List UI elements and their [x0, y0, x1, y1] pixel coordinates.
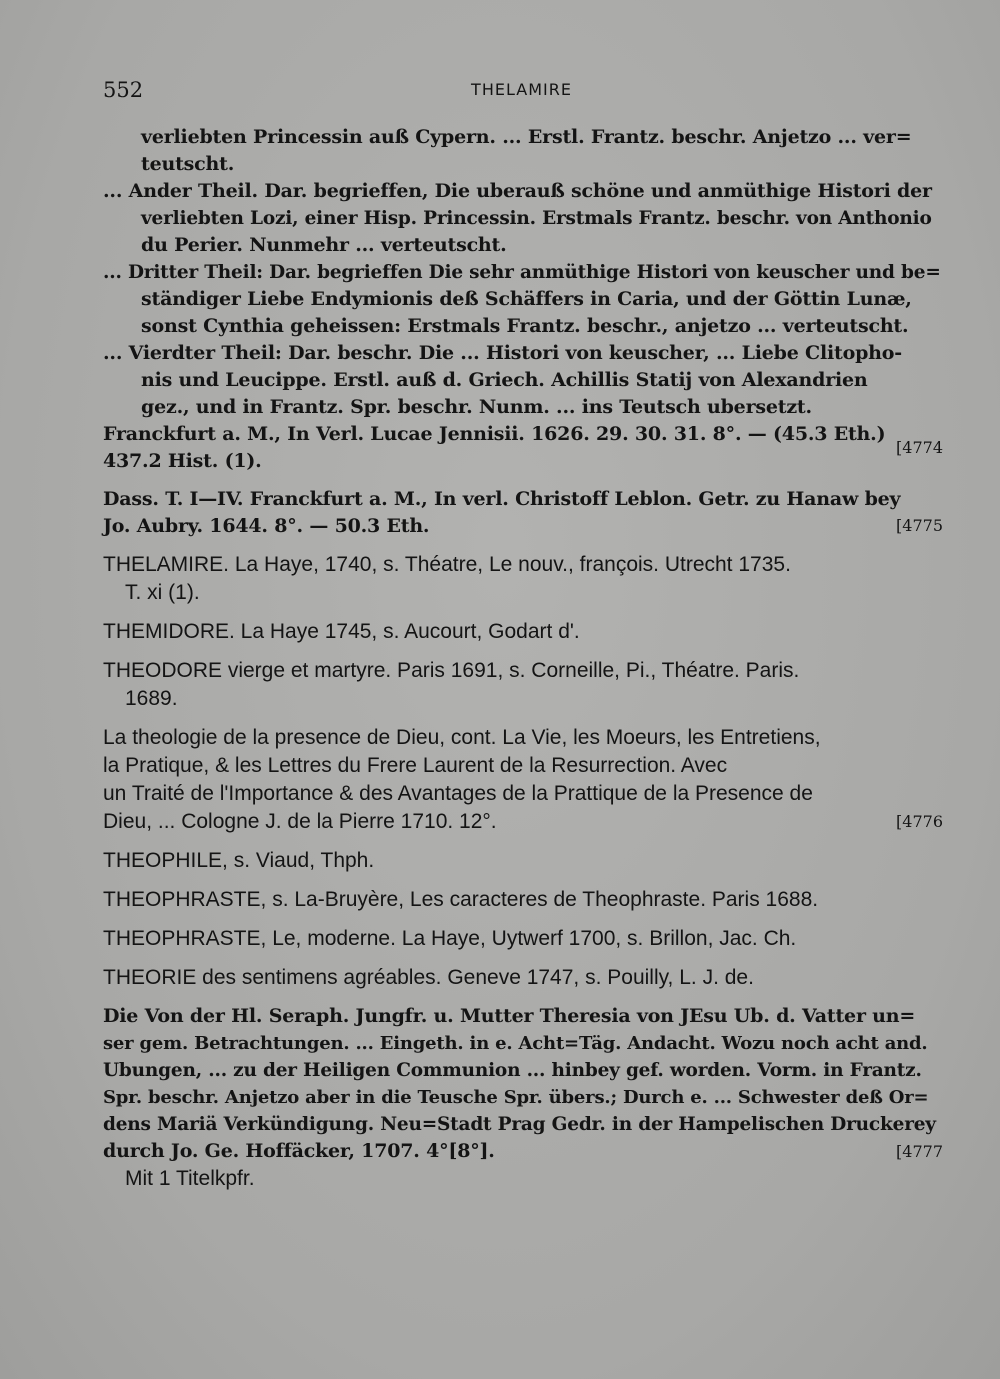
entry-line: ... Dritter Theil: Dar. begrieffen Die sehr anmüthige Histori von keuscher und be= [103, 262, 941, 283]
entry-line: THEODORE vierge et martyre. Paris 1691, s. Corneille, Pi., Théatre. Paris. [103, 659, 800, 682]
entry-line: Dieu, ... Cologne J. de la Pierre 1710. 12°. [103, 810, 497, 833]
entry-line: ... Ander Theil. Dar. begrieffen, Die uberauß schöne und anmüthige Histori der [103, 180, 932, 202]
entry-number: [4777 [896, 1142, 943, 1161]
entry-number: [4774 [896, 438, 943, 457]
entry-line: Die Von der Hl. Seraph. Jungfr. u. Mutter Theresia von JEsu Ub. d. Vatter un= [103, 1005, 916, 1027]
catalogue-entry-themidore [103, 618, 943, 646]
entry-line: THEOPHILE, s. Viaud, Thph. [103, 849, 375, 872]
catalogue-entry-4774 [103, 124, 943, 475]
entry-line: 1689. [125, 687, 178, 710]
entry-line: un Traité de l'Importance & des Avantages de la Prattique de la Presence de [103, 782, 813, 805]
entry-line: THELAMIRE. La Haye, 1740, s. Théatre, Le nouv., françois. Utrecht 1735. [103, 553, 791, 576]
entry-number: [4775 [896, 516, 943, 535]
entry-line: 437.2 Hist. (1). [103, 450, 262, 472]
entry-line: ser gem. Betrachtungen. ... Eingeth. in e. Acht=Täg. Andacht. Wozu noch acht and. [103, 1033, 928, 1054]
entry-line: ständiger Liebe Endymionis deß Schäffers in Caria, und der Göttin Lunæ, [141, 288, 912, 310]
catalogue-entry-4776 [103, 724, 943, 836]
catalogue-entry-theophile [103, 847, 943, 875]
entry-line: T. xi (1). [125, 581, 200, 604]
running-title: THELAMIRE [471, 80, 572, 99]
catalogue-entry-theophraste [103, 886, 943, 914]
entry-line: THEMIDORE. La Haye 1745, s. Aucourt, Godart d'. [103, 620, 580, 643]
entry-line: Mit 1 Titelkpfr. [125, 1167, 255, 1190]
entry-number: [4776 [896, 812, 943, 831]
entry-line: du Perier. Nunmehr ... verteutscht. [141, 234, 507, 256]
catalogue-entries [103, 124, 943, 1193]
entry-line: la Pratique, & les Lettres du Frere Laurent de la Resurrection. Avec [103, 754, 728, 777]
catalogue-entry-4775 [103, 486, 943, 540]
entry-line: Jo. Aubry. 1644. 8°. — 50.3 Eth. [103, 515, 430, 537]
catalogue-entry-theodore [103, 657, 943, 713]
entry-line: La theologie de la presence de Dieu, cont. La Vie, les Moeurs, les Entretiens, [103, 726, 821, 749]
entry-line: Franckfurt a. M., In Verl. Lucae Jennisii. 1626. 29. 30. 31. 8°. — (45.3 Eth.) [103, 423, 886, 445]
entry-line: nis und Leucippe. Erstl. auß d. Griech. Achillis Statij von Alexandrien [141, 369, 868, 391]
entry-line: durch Jo. Ge. Hoffäcker, 1707. 4°[8°]. [103, 1140, 495, 1162]
catalogue-entry-theorie [103, 964, 943, 992]
catalogue-entry-4777 [103, 1003, 943, 1193]
page-number: 552 [103, 78, 144, 102]
entry-line: sonst Cynthia geheissen: Erstmals Frantz. beschr., anjetzo ... verteutscht. [141, 315, 909, 337]
entry-line: Dass. T. I—IV. Franckfurt a. M., In verl. Christoff Leblon. Getr. zu Hanaw bey [103, 488, 901, 510]
entry-line: Spr. beschr. Anjetzo aber in die Teusche Spr. übers.; Durch e. ... Schwester deß Or= [103, 1087, 929, 1108]
entry-line: gez., und in Frantz. Spr. beschr. Nunm. ... ins Teutsch ubersetzt. [141, 396, 812, 418]
catalogue-entry-thelamire [103, 551, 943, 607]
entry-line: THEORIE des sentimens agréables. Geneve 1747, s. Pouilly, L. J. de. [103, 966, 754, 989]
entry-line: THEOPHRASTE, s. La-Bruyère, Les caracteres de Theophraste. Paris 1688. [103, 888, 819, 911]
entry-line: verliebten Princessin auß Cypern. ... Erstl. Frantz. beschr. Anjetzo ... ver= [141, 126, 912, 148]
entry-line: Ubungen, ... zu der Heiligen Communion ... hinbey gef. worden. Vorm. in Frantz. [103, 1060, 922, 1081]
entry-line: ... Vierdter Theil: Dar. beschr. Die ... Histori von keuscher, ... Liebe Clitopho- [103, 342, 902, 364]
entry-line: THEOPHRASTE, Le, moderne. La Haye, Uytwerf 1700, s. Brillon, Jac. Ch. [103, 927, 797, 950]
entry-line: teutscht. [141, 153, 235, 175]
page-header [103, 78, 940, 108]
catalogue-entry-theophraste-moderne [103, 925, 943, 953]
entry-line: verliebten Lozi, einer Hisp. Princessin. Erstmals Frantz. beschr. von Anthonio [141, 208, 932, 229]
entry-line: dens Mariä Verkündigung. Neu=Stadt Prag Gedr. in der Hampelischen Druckerey [103, 1114, 936, 1135]
